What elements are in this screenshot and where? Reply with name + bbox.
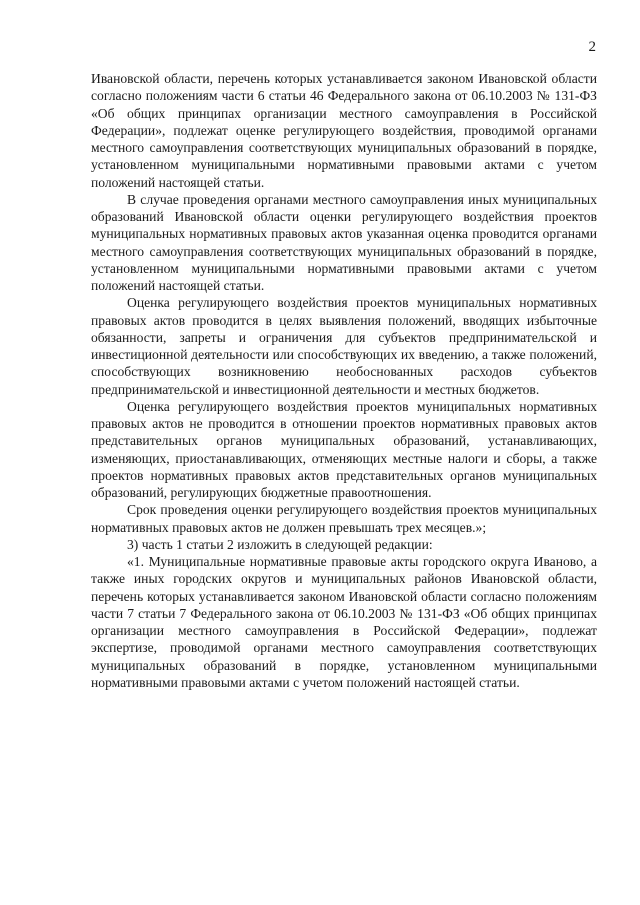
paragraph-5: Срок проведения оценки регулирующего воздействия проектов муниципальных нормативных правовых актов не должен превышать трех месяцев.»; [91,502,597,535]
paragraph-6: 3) часть 1 статьи 2 изложить в следующей редакции: [127,536,433,552]
paragraph-2: В случае проведения органами местного самоуправления иных муниципальных образований Ивановской области оценки регулирующего воздействия проектов муниципальных нормативных правовых актов указанная оценка проводится органами местного самоуправления соответствующих муниципальных образований в порядке, установленном муниципальными нормативными правовыми актами с учетом положений настоящей статьи. [91,191,597,293]
paragraph-4: Оценка регулирующего воздействия проектов муниципальных нормативных правовых актов не проводится в отношении проектов нормативных правовых актов представительных органов муниципальных образований, устанавливающих, изменяющих, приостанавливающих, отменяющих местные налоги и сборы, а также проектов нормативных правовых актов представительных органов муниципальных образований, регулирующих бюджетные правоотношения. [91,398,597,500]
paragraph-1: Ивановской области, перечень которых устанавливается законом Ивановской области согласно положениям части 6 статьи 46 Федерального закона от 06.10.2003 № 131-ФЗ «Об общих принципах организации местного самоуправления в Российской Федерации», подлежат оценке регулирующего воздействия, проводимой органами местного самоуправления соответствующих муниципальных образований в порядке, установленном муниципальными нормативными правовыми актами с учетом положений настоящей статьи. [91,71,597,190]
document-body [91,70,597,691]
paragraph-3: Оценка регулирующего воздействия проектов муниципальных нормативных правовых актов проводится в целях выявления положений, вводящих избыточные обязанности, запреты и ограничения для субъектов предпринимательской и инвестиционной деятельности или способствующих их введению, а также положений, способствующих возникновению необоснованных расходов субъектов предпринимательской и инвестиционной деятельности и местных бюджетов. [91,295,597,397]
paragraph-7: «1. Муниципальные нормативные правовые акты городского округа Иваново, а также иных городских округов и муниципальных районов Ивановской области, перечень которых устанавливается законом Ивановской области согласно положениям части 7 статьи 7 Федерального закона от 06.10.2003 № 131-ФЗ «Об общих принципах организации местного самоуправления в Российской Федерации», подлежат экспертизе, проводимой органами местного самоуправления соответствующих муниципальных образований в порядке, установленном муниципальными нормативными правовыми актами с учетом положений настоящей статьи. [91,554,597,690]
page-number: 2 [588,39,596,55]
